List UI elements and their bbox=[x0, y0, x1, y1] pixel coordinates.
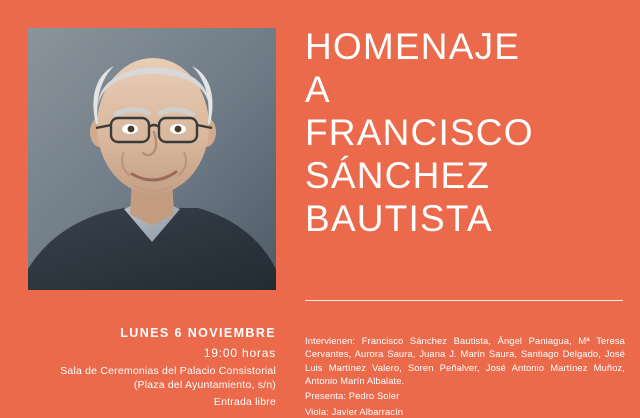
credits-viola: Viola: Javier Albarracín bbox=[305, 405, 404, 417]
event-date: LUNES 6 NOVIEMBRE bbox=[120, 326, 276, 340]
portrait-photo bbox=[28, 28, 276, 290]
credits-block bbox=[305, 334, 625, 418]
title-line-5: BAUTISTA bbox=[305, 197, 493, 239]
event-details bbox=[36, 326, 276, 410]
event-venue: Sala de Ceremonias del Palacio Consistorial bbox=[60, 365, 276, 377]
event-address: (Plaza del Ayuntamiento, s/n) bbox=[133, 379, 276, 392]
title-divider bbox=[305, 300, 623, 301]
title-line-4: SÁNCHEZ bbox=[305, 154, 491, 196]
event-time: 19:00 horas bbox=[203, 346, 276, 360]
title-line-1: HOMENAJE bbox=[305, 26, 521, 67]
poster-title bbox=[305, 26, 625, 241]
event-entry: Entrada libre bbox=[213, 396, 276, 409]
title-line-3: FRANCISCO bbox=[305, 111, 534, 153]
credits-presenter: Presenta: Pedro Soler bbox=[305, 390, 400, 402]
title-line-2: A bbox=[305, 68, 331, 110]
credits-participants: Intervienen: Francisco Sánchez Bautista, Ángel Paniagua, Mª Teresa Cervantes, Aurora Saura, Juana J. Marín Saura, Santiago Delgado, José Luis Martínez Valero, Soren Peñalver, José Antonio Martínez Muñoz, Antonio Marín Albalate. bbox=[305, 335, 625, 387]
